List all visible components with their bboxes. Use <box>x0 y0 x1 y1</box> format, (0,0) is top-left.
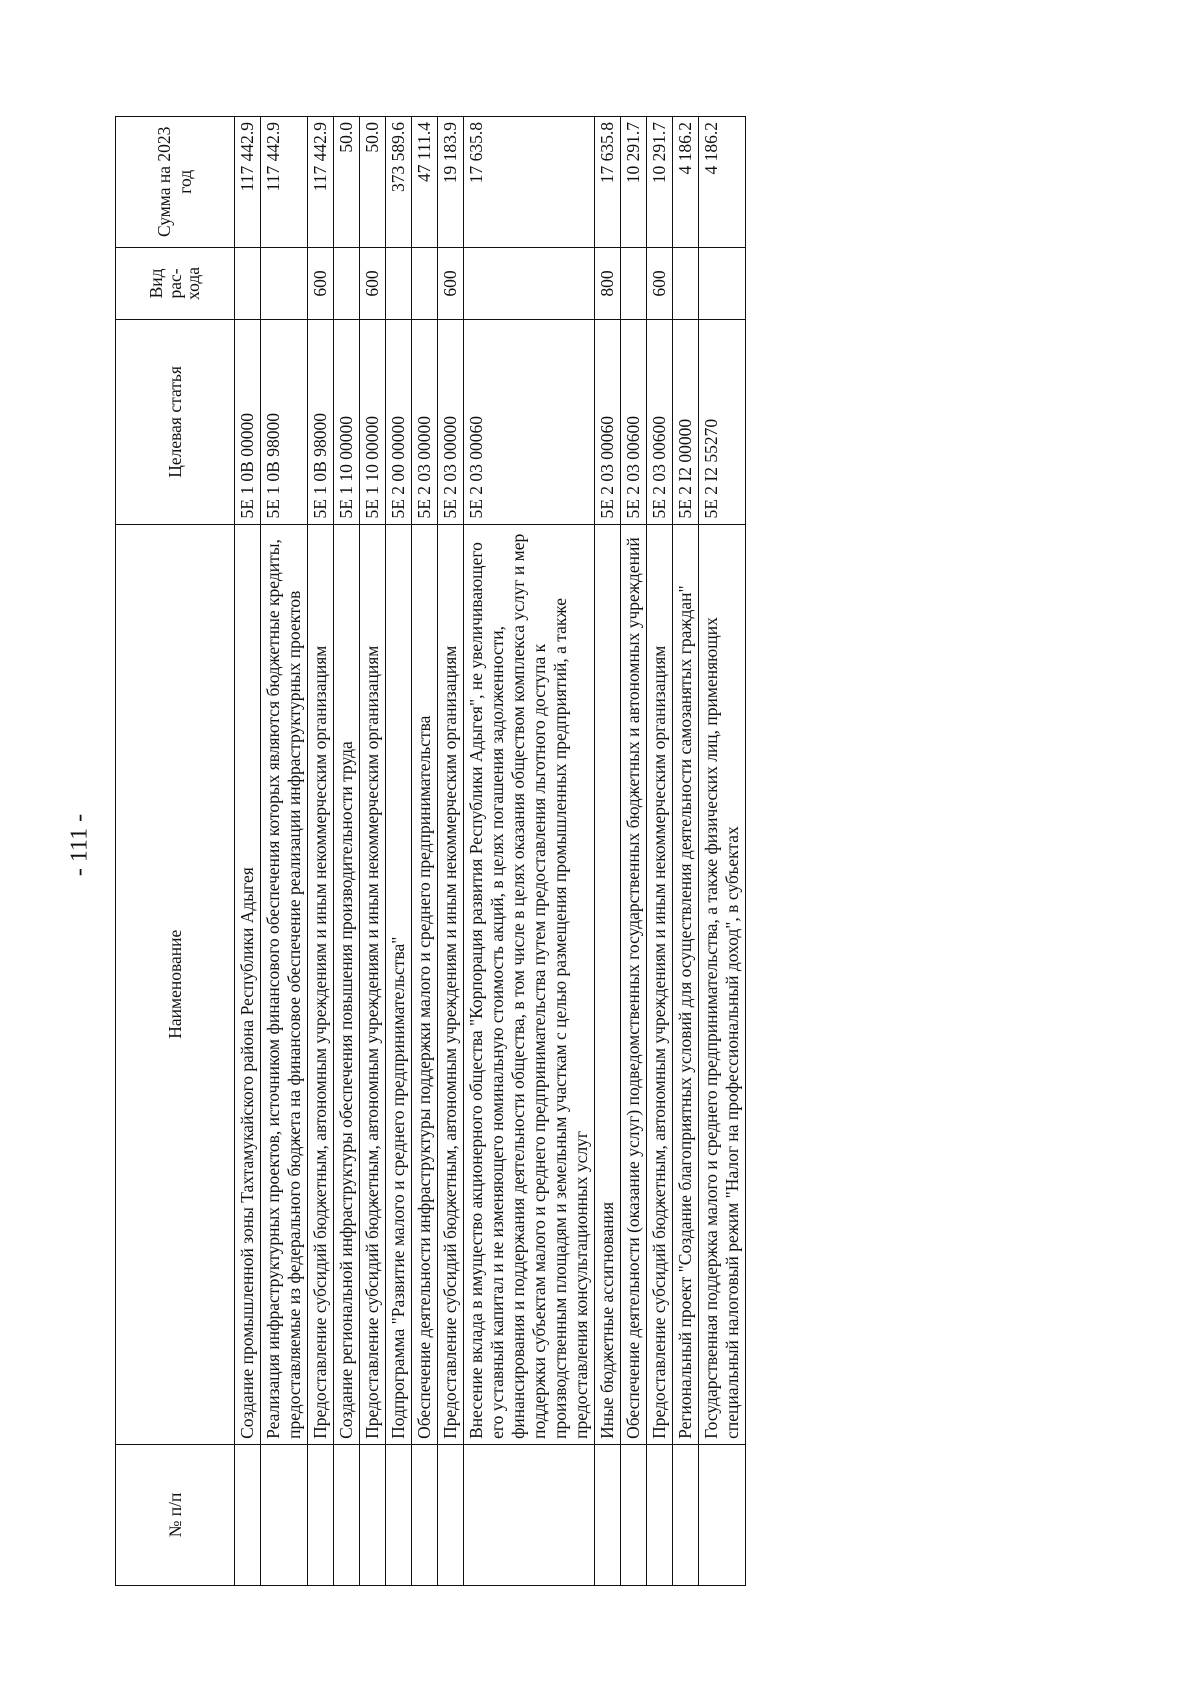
row-target-article: 5Е 1 0В 00000 <box>235 320 261 524</box>
row-number <box>647 1444 673 1585</box>
row-expense-type <box>699 247 746 320</box>
table-header-row <box>116 117 235 1586</box>
row-sum: 50.0 <box>334 117 360 248</box>
row-number <box>235 1444 261 1585</box>
row-expense-type <box>235 247 261 320</box>
row-sum: 4 186.2 <box>699 117 746 248</box>
row-target-article: 5Е 2 03 00600 <box>647 320 673 524</box>
row-target-article: 5Е 2 I2 55270 <box>699 320 746 524</box>
row-name: Реализация инфраструктурных проектов, источником финансового обеспечения которых являются бюджетные кредиты, предоставляемые из федерального бюджета на финансовое обеспечение реализации инфраструктурных проектов <box>261 524 308 1444</box>
row-sum: 17 635.8 <box>464 117 595 248</box>
row-target-article: 5Е 1 10 00000 <box>360 320 386 524</box>
row-expense-type: 600 <box>647 247 673 320</box>
row-expense-type: 600 <box>308 247 334 320</box>
row-target-article: 5Е 2 03 00060 <box>464 320 595 524</box>
table-row <box>699 117 746 1586</box>
row-name: Предоставление субсидий бюджетным, автономным учреждениям и иным некоммерческим организациям <box>360 524 386 1444</box>
row-number <box>699 1444 746 1585</box>
row-expense-type: 800 <box>595 247 621 320</box>
row-expense-type <box>621 247 647 320</box>
row-target-article: 5Е 1 0В 98000 <box>261 320 308 524</box>
row-sum: 50.0 <box>360 117 386 248</box>
row-number <box>673 1444 699 1585</box>
row-name: Создание промышленной зоны Тахтамукайского района Республики Адыгея <box>235 524 261 1444</box>
row-expense-type <box>673 247 699 320</box>
row-number <box>261 1444 308 1585</box>
header-sum-2023: Сумма на 2023 год <box>116 117 235 248</box>
row-target-article: 5Е 1 0В 98000 <box>308 320 334 524</box>
header-name: Наименование <box>116 524 235 1444</box>
budget-table <box>115 116 746 1586</box>
table-row <box>360 117 386 1586</box>
row-sum: 10 291.7 <box>647 117 673 248</box>
table-row <box>386 117 412 1586</box>
row-target-article: 5Е 2 00 00000 <box>386 320 412 524</box>
row-number <box>621 1444 647 1585</box>
row-name: Предоставление субсидий бюджетным, автономным учреждениям и иным некоммерческим организациям <box>308 524 334 1444</box>
row-sum: 17 635.8 <box>595 117 621 248</box>
row-target-article: 5Е 1 10 00000 <box>334 320 360 524</box>
table-row <box>261 117 308 1586</box>
row-number <box>595 1444 621 1585</box>
row-number <box>412 1444 438 1585</box>
row-number <box>464 1444 595 1585</box>
row-name: Региональный проект "Создание благоприятных условий для осуществления деятельности самозанятых граждан" <box>673 524 699 1444</box>
row-number <box>386 1444 412 1585</box>
table-row <box>308 117 334 1586</box>
row-sum: 4 186.2 <box>673 117 699 248</box>
row-target-article: 5Е 2 03 00000 <box>438 320 464 524</box>
row-target-article: 5Е 2 03 00600 <box>621 320 647 524</box>
row-name: Предоставление субсидий бюджетным, автономным учреждениям и иным некоммерческим организациям <box>647 524 673 1444</box>
document-sheet <box>115 116 1080 1586</box>
table-row <box>621 117 647 1586</box>
row-name: Подпрограмма "Развитие малого и среднего предпринимательства" <box>386 524 412 1444</box>
row-name: Обеспечение деятельности инфраструктуры поддержки малого и среднего предпринимательства <box>412 524 438 1444</box>
row-target-article: 5Е 2 03 00060 <box>595 320 621 524</box>
header-expense-type: Вид рас- хода <box>116 247 235 320</box>
row-name: Обеспечение деятельности (оказание услуг) подведомственных государственных бюджетных и автономных учреждений <box>621 524 647 1444</box>
table-row <box>334 117 360 1586</box>
row-expense-type: 600 <box>438 247 464 320</box>
table-row <box>673 117 699 1586</box>
row-expense-type <box>412 247 438 320</box>
row-sum: 10 291.7 <box>621 117 647 248</box>
row-number <box>334 1444 360 1585</box>
row-expense-type <box>261 247 308 320</box>
table-row <box>438 117 464 1586</box>
row-expense-type <box>386 247 412 320</box>
row-expense-type <box>334 247 360 320</box>
row-sum: 117 442.9 <box>261 117 308 248</box>
header-number: № п/п <box>116 1444 235 1585</box>
table-row <box>595 117 621 1586</box>
row-sum: 47 111.4 <box>412 117 438 248</box>
row-expense-type <box>464 247 595 320</box>
table-row <box>464 117 595 1586</box>
row-name: Государственная поддержка малого и среднего предпринимательства, а также физических лиц, применяющих специальный налоговый режим "Налог на профессиональный доход", в субъектах <box>699 524 746 1444</box>
row-name: Предоставление субсидий бюджетным, автономным учреждениям и иным некоммерческим организациям <box>438 524 464 1444</box>
table-row <box>647 117 673 1586</box>
row-sum: 19 183.9 <box>438 117 464 248</box>
row-name: Создание региональной инфраструктуры обеспечения повышения производительности труда <box>334 524 360 1444</box>
table-row <box>235 117 261 1586</box>
header-target-article: Целевая статья <box>116 320 235 524</box>
row-sum: 373 589.6 <box>386 117 412 248</box>
row-target-article: 5Е 2 I2 00000 <box>673 320 699 524</box>
table-row <box>412 117 438 1586</box>
row-name: Иные бюджетные ассигнования <box>595 524 621 1444</box>
row-sum: 117 442.9 <box>308 117 334 248</box>
row-number <box>438 1444 464 1585</box>
row-target-article: 5Е 2 03 00000 <box>412 320 438 524</box>
row-expense-type: 600 <box>360 247 386 320</box>
row-number <box>360 1444 386 1585</box>
page-number: - 111 - <box>66 813 93 877</box>
row-name: Внесение вклада в имущество акционерного общества "Корпорация развития Республики Адыгея", не увеличивающего его уставный капитал и не изменяющего номинальную стоимость акций, в целях погашения задолженности, финансирования и поддержания деятельности общества, в том числе в целях оказания обществом комплекса услуг и мер поддержки субъектам малого и среднего предпринимательства путем предоставления льготного доступа к производственным площадям и земельным участкам с целью размещения промышленных предприятий, а также предоставления консультационных услуг <box>464 524 595 1444</box>
row-number <box>308 1444 334 1585</box>
row-sum: 117 442.9 <box>235 117 261 248</box>
